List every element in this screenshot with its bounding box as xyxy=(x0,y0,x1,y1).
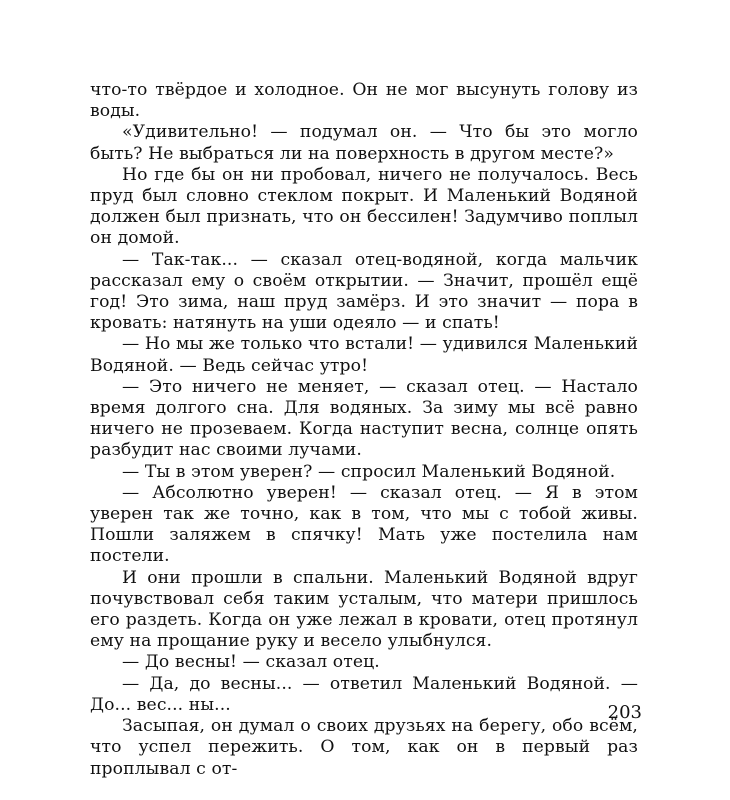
paragraph: — Ты в этом уверен? — спросил Маленький Водяной. xyxy=(122,461,616,482)
paragraph: — Так-так... — сказал отец-водяной, когда мальчик рассказал ему о своём открытии. — Значит, прошёл ещё год! Это зима, наш пруд замёрз. И это значит — пора в кровать: натянуть на уши одеяло — и спать! xyxy=(90,249,638,334)
book-page-text xyxy=(90,80,638,780)
paragraph: — Да, до весны... — ответил Маленький Водяной. — До... вес... ны... xyxy=(90,673,638,715)
paragraph: Но где бы он ни пробовал, ничего не получалось. Весь пруд был словно стеклом покрыт. И Маленький Водяной должен был признать, что он бессилен! Задумчиво поплыл он домой. xyxy=(90,164,638,249)
page-number: 203 xyxy=(607,702,642,723)
paragraph: «Удивительно! — подумал он. — Что бы это могло быть? Не выбраться ли на поверхность в другом месте?» xyxy=(90,122,638,164)
paragraph: И они прошли в спальни. Маленький Водяной вдруг почувствовал себя таким усталым, что матери пришлось его раздеть. Когда он уже лежал в кровати, отец протянул ему на прощание руку и весело улыбнулся. xyxy=(90,567,638,652)
paragraph: — До весны! — сказал отец. xyxy=(122,652,380,673)
paragraph: — Но мы же только что встали! — удивился Маленький Водяной. — Ведь сейчас утро! xyxy=(90,334,638,376)
paragraph: Засыпая, он думал о своих друзьях на берегу, обо всём, что успел пережить. О том, как он в первый раз проплывал с от- xyxy=(90,716,638,779)
paragraph: что-то твёрдое и холодное. Он не мог высунуть голову из воды. xyxy=(90,80,638,122)
paragraph: — Это ничего не меняет, — сказал отец. — Настало время долгого сна. Для водяных. За зиму мы всё равно ничего не прозеваем. Когда наступит весна, солнце опять разбудит нас своими лучами. xyxy=(90,376,638,461)
paragraph: — Абсолютно уверен! — сказал отец. — Я в этом уверен так же точно, как в том, что мы с тобой живы. Пошли заляжем в спячку! Мать уже постелила нам постели. xyxy=(90,482,638,567)
